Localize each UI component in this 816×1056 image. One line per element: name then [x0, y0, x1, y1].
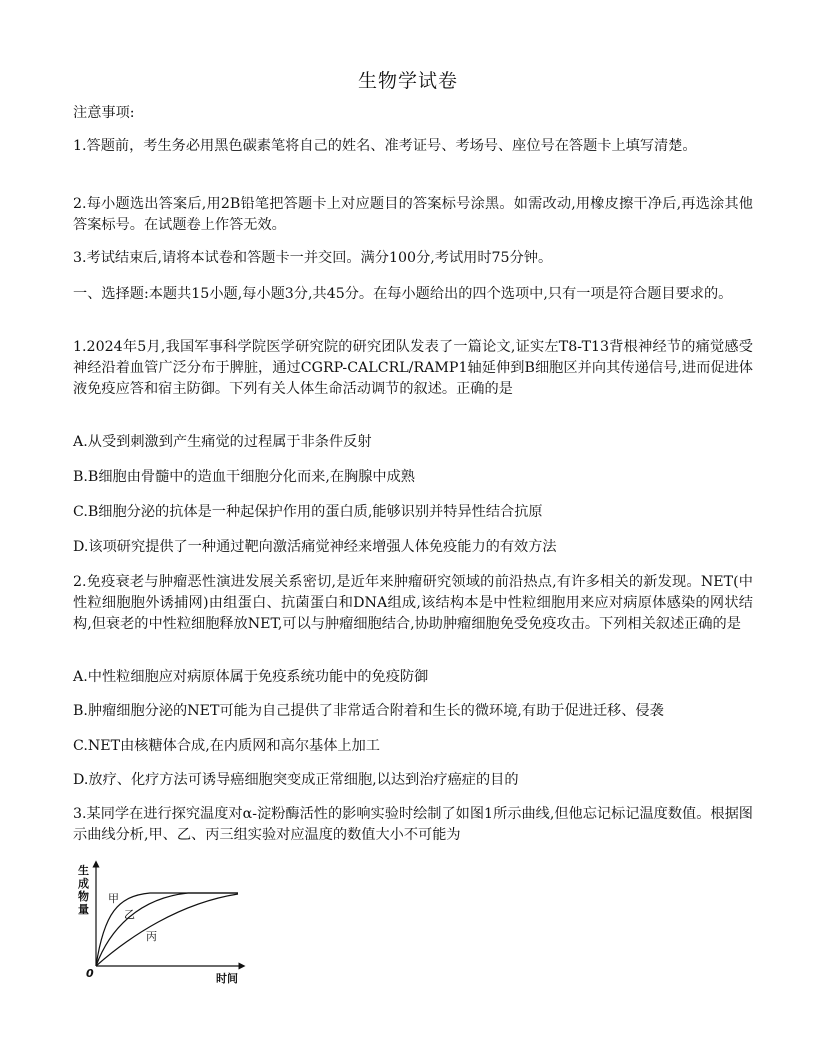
question-3-stem: 3.某同学在进行探究温度对α-淀粉酶活性的影响实验时绘制了如图1所示曲线,但他忘记标记温度数值。根据图示曲线分析,甲、乙、丙三组实验对应温度的数值大小不可能为	[73, 806, 753, 843]
page-title: 生物学试卷	[357, 70, 458, 92]
question-1-stem: 1.2024年5月,我国军事科学院医学研究院的研究团队发表了一篇论文,证实左T8-T13背根神经节的痛觉感受神经沿着血管广泛分布于脾脏，通过CGRP-CALCRL/RAMP1轴延伸到B细胞区并向其传递信号,进而促进体液免疫应答和宿主防御。下列有关人体生命活动调节的叙述。正确的是	[73, 339, 753, 397]
question-1-option-d: D.该项研究提供了一种通过靶向激活痛觉神经来增强人体免疫能力的有效方法	[73, 539, 557, 555]
question-2-option-a: A.中性粒细胞应对病原体属于免疫系统功能中的免疫防御	[73, 669, 429, 685]
question-2-option-c: C.NET由核糖体合成,在内质网和高尔基体上加工	[73, 738, 380, 754]
series-label-3: 丙	[146, 930, 157, 943]
notice-item-3: 3.考试结束后,请将本试卷和答题卡一并交回。满分100分,考试用时75分钟。	[73, 250, 553, 266]
question-2-option-d: D.放疗、化疗方法可诱导癌细胞突变成正常细胞,以达到治疗癌症的目的	[73, 772, 519, 788]
question-1-option-c: C.B细胞分泌的抗体是一种起保护作用的蛋白质,能够识别并特异性结合抗原	[73, 504, 543, 520]
x-axis-label: 时间	[216, 972, 238, 985]
chart-series-group	[96, 892, 238, 966]
series-label-2: 乙	[124, 908, 135, 921]
series-label-1: 甲	[108, 892, 119, 905]
question-2-option-b: B.肿瘤细胞分泌的NET可能为自己提供了非常适合附着和生长的微环境,有助于促进迁移、侵袭	[73, 703, 664, 719]
notice-heading: 注意事项:	[73, 105, 135, 121]
question-1-option-b: B.B细胞由骨髓中的造血干细胞分化而来,在胸腺中成熟	[73, 469, 415, 485]
notice-item-1: 1.答题前，考生务必用黑色碳素笔将自己的姓名、准考证号、考场号、座位号在答题卡上填写清楚。	[73, 138, 697, 154]
question-2-stem: 2.免疫衰老与肿瘤恶性演进发展关系密切,是近年来肿瘤研究领域的前沿热点,有许多相关的新发现。NET(中性粒细胞胞外诱捕网)由组蛋白、抗菌蛋白和DNA组成,该结构本是中性粒细胞用来应对病原体感染的网状结构,但衰老的中性粒细胞释放NET,可以与肿瘤细胞结合,协助肿瘤细胞免受免疫攻击。下列相关叙述正确的是	[73, 574, 753, 632]
question-1-option-a: A.从受到刺激到产生痛觉的过程属于非条件反射	[73, 434, 372, 450]
chart-svg	[70, 858, 250, 988]
y-axis-label: 生成物量	[78, 864, 89, 916]
origin-label: 0	[86, 967, 94, 980]
section-heading: 一、选择题:本题共15小题,每小题3分,共45分。在每小题给出的四个选项中,只有一项是符合题目要求的。	[73, 286, 733, 302]
figure-1-chart	[70, 858, 250, 988]
notice-item-2: 2.每小题选出答案后,用2B铅笔把答题卡上对应题目的答案标号涂黑。如需改动,用橡皮擦干净后,再选涂其他答案标号。在试题卷上作答无效。	[73, 196, 753, 233]
